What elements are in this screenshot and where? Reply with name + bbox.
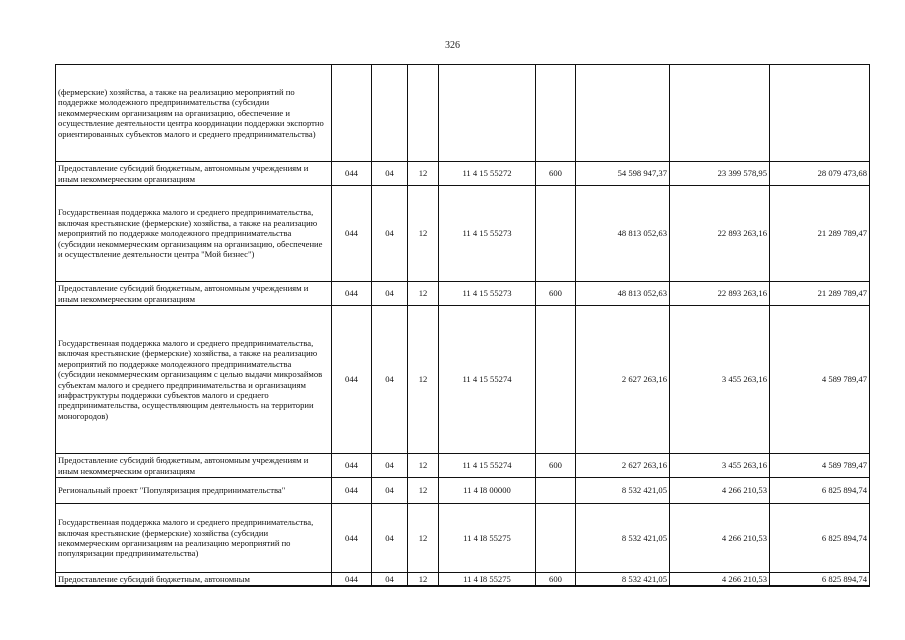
section-code: 04 (372, 282, 408, 306)
ministry-code: 044 (332, 282, 372, 306)
row-description: Предоставление субсидий бюджетным, автономным учреждениям и иным некоммерческим организациям (56, 282, 332, 306)
row-description: Государственная поддержка малого и среднего предпринимательства, включая крестьянские (фермерские) хозяйства, а также на реализацию мероприятий по поддержке молодежного предпринимательства (субсидии некоммерческим организациям на организацию, обеспечение и осуществление деятельности центра "Мой бизнес") (56, 186, 332, 282)
amount-year-3 (770, 65, 870, 162)
amount-year-3: 6 825 894,74 (770, 478, 870, 504)
expense-type (536, 186, 576, 282)
subsection-code: 12 (408, 454, 439, 478)
ministry-code: 044 (332, 306, 372, 454)
subsection-code: 12 (408, 162, 439, 186)
target-article: 11 4 15 55273 (439, 186, 536, 282)
target-article: 11 4 15 55272 (439, 162, 536, 186)
amount-year-1: 8 532 421,05 (576, 504, 670, 573)
table-row (56, 573, 870, 586)
budget-table (55, 64, 870, 587)
amount-year-2: 4 266 210,53 (670, 504, 770, 573)
section-code: 04 (372, 162, 408, 186)
amount-year-3: 6 825 894,74 (770, 573, 870, 586)
expense-type: 600 (536, 454, 576, 478)
target-article: 11 4 I8 55275 (439, 573, 536, 586)
section-code: 04 (372, 454, 408, 478)
row-description: Государственная поддержка малого и среднего предпринимательства, включая крестьянские (фермерские) хозяйства, а также на реализацию мероприятий по поддержке молодежного предпринимательства (субсидии некоммерческим организациям с целью выдачи микрозаймов субъектам малого и среднего предпринимательства и организациям инфраструктуры поддержки субъектов малого и среднего предпринимательства, осуществляющим деятельность на территории моногородов) (56, 306, 332, 454)
amount-year-2: 3 455 263,16 (670, 454, 770, 478)
table-row (56, 65, 870, 162)
row-description: (фермерские) хозяйства, а также на реализацию мероприятий по поддержке молодежного предпринимательства (субсидии некоммерческим организациям на организацию, обеспечение и осуществление деятельности центра координации поддержки экспортно ориентированных субъектов малого и среднего предпринимательства) (56, 65, 332, 162)
amount-year-2: 4 266 210,53 (670, 573, 770, 586)
subsection-code: 12 (408, 306, 439, 454)
amount-year-3: 4 589 789,47 (770, 306, 870, 454)
ministry-code: 044 (332, 186, 372, 282)
table-row (56, 282, 870, 306)
section-code: 04 (372, 186, 408, 282)
target-article: 11 4 I8 55275 (439, 504, 536, 573)
ministry-code: 044 (332, 478, 372, 504)
row-description: Государственная поддержка малого и среднего предпринимательства, включая крестьянские (фермерские) хозяйства (субсидии некоммерческим организациям на реализацию мероприятий по популяризации предпринимательства) (56, 504, 332, 573)
amount-year-1: 8 532 421,05 (576, 478, 670, 504)
amount-year-1: 2 627 263,16 (576, 454, 670, 478)
subsection-code: 12 (408, 478, 439, 504)
ministry-code (332, 65, 372, 162)
target-article: 11 4 15 55274 (439, 306, 536, 454)
amount-year-3: 21 289 789,47 (770, 282, 870, 306)
subsection-code (408, 65, 439, 162)
subsection-code: 12 (408, 186, 439, 282)
target-article (439, 65, 536, 162)
ministry-code: 044 (332, 454, 372, 478)
section-code: 04 (372, 504, 408, 573)
table-row (56, 306, 870, 454)
ministry-code: 044 (332, 504, 372, 573)
amount-year-1: 48 813 052,63 (576, 282, 670, 306)
table-row (56, 478, 870, 504)
amount-year-3: 4 589 789,47 (770, 454, 870, 478)
amount-year-2: 22 893 263,16 (670, 282, 770, 306)
table-row (56, 186, 870, 282)
table-row (56, 454, 870, 478)
target-article: 11 4 15 55274 (439, 454, 536, 478)
amount-year-1: 48 813 052,63 (576, 186, 670, 282)
amount-year-3: 21 289 789,47 (770, 186, 870, 282)
amount-year-3: 6 825 894,74 (770, 504, 870, 573)
section-code: 04 (372, 478, 408, 504)
table-row (56, 504, 870, 573)
row-description: Предоставление субсидий бюджетным, автономным учреждениям и иным некоммерческим организациям (56, 454, 332, 478)
target-article: 11 4 15 55273 (439, 282, 536, 306)
amount-year-2: 22 893 263,16 (670, 186, 770, 282)
expense-type: 600 (536, 282, 576, 306)
amount-year-1 (576, 65, 670, 162)
table-row (56, 162, 870, 186)
expense-type (536, 306, 576, 454)
expense-type (536, 504, 576, 573)
subsection-code: 12 (408, 282, 439, 306)
expense-type: 600 (536, 162, 576, 186)
row-description: Региональный проект "Популяризация предпринимательства" (56, 478, 332, 504)
row-description: Предоставление субсидий бюджетным, автономным (56, 573, 332, 586)
amount-year-1: 2 627 263,16 (576, 306, 670, 454)
subsection-code: 12 (408, 504, 439, 573)
amount-year-2: 23 399 578,95 (670, 162, 770, 186)
amount-year-2: 3 455 263,16 (670, 306, 770, 454)
amount-year-2 (670, 65, 770, 162)
expense-type (536, 65, 576, 162)
row-description: Предоставление субсидий бюджетным, автономным учреждениям и иным некоммерческим организациям (56, 162, 332, 186)
amount-year-3: 28 079 473,68 (770, 162, 870, 186)
amount-year-1: 54 598 947,37 (576, 162, 670, 186)
amount-year-2: 4 266 210,53 (670, 478, 770, 504)
target-article: 11 4 I8 00000 (439, 478, 536, 504)
section-code: 04 (372, 306, 408, 454)
subsection-code: 12 (408, 573, 439, 586)
expense-type: 600 (536, 573, 576, 586)
section-code (372, 65, 408, 162)
amount-year-1: 8 532 421,05 (576, 573, 670, 586)
section-code: 04 (372, 573, 408, 586)
page-number: 326 (445, 40, 460, 51)
expense-type (536, 478, 576, 504)
ministry-code: 044 (332, 573, 372, 586)
ministry-code: 044 (332, 162, 372, 186)
